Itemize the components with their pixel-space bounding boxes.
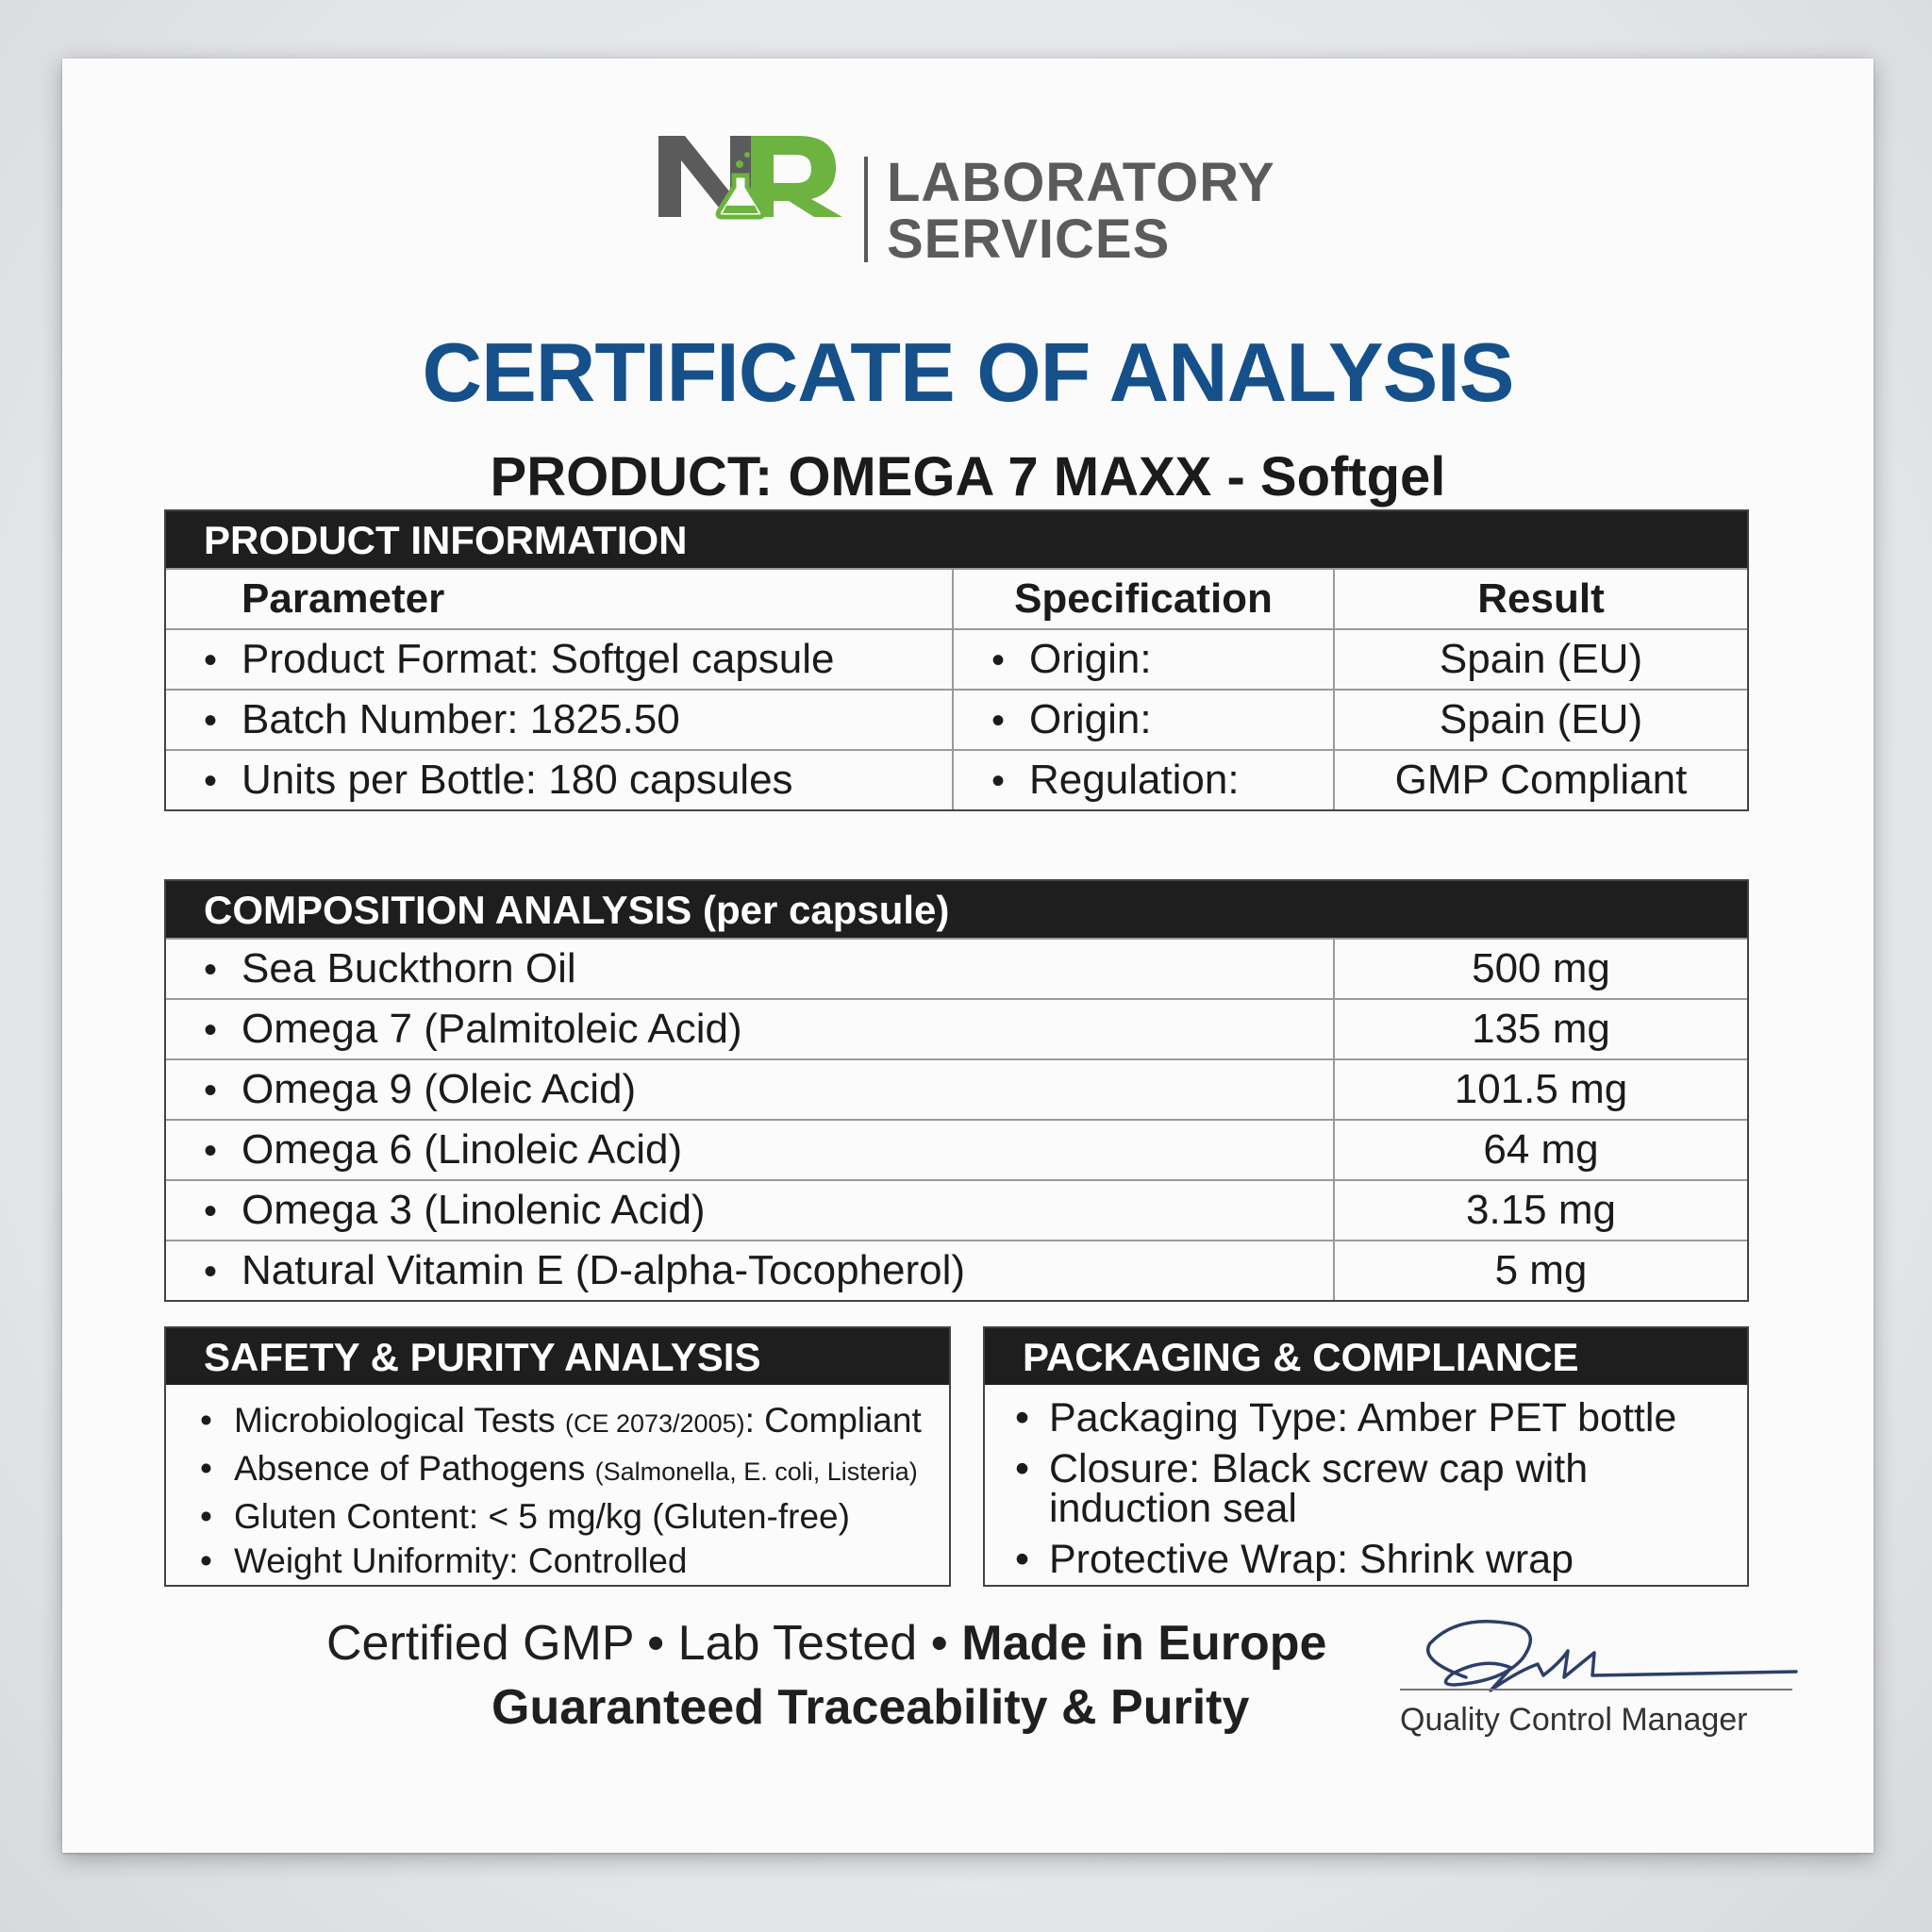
composition-table	[166, 938, 1747, 1300]
list-item: • Absence of Pathogens (Salmonella, E. coli, Listeria)	[200, 1446, 949, 1494]
footer-part1: Certified GMP • Lab Tested •	[326, 1616, 962, 1671]
ingredient-cell: • Sea Buckthorn Oil	[166, 939, 1334, 999]
list-item: • Gluten Content: < 5 mg/kg (Gluten-free)	[200, 1494, 949, 1539]
footer-certifications	[326, 1615, 1458, 1672]
amount-cell: 64 mg	[1334, 1120, 1747, 1180]
safety-purity-list	[166, 1385, 949, 1583]
column-header-specification: Specification	[953, 569, 1334, 629]
parameter-cell: • Batch Number: 1825.50	[166, 690, 953, 750]
list-item: • Weight Uniformity: Controlled	[200, 1539, 949, 1583]
amount-cell: 101.5 mg	[1334, 1059, 1747, 1120]
lab-name-line1: LABORATORY	[887, 152, 1275, 213]
product-name: PRODUCT: OMEGA 7 MAXX - Softgel	[490, 446, 1446, 508]
amount-cell: 500 mg	[1334, 939, 1747, 999]
packaging-compliance-heading: PACKAGING & COMPLIANCE	[985, 1328, 1747, 1385]
table-row	[166, 690, 1747, 750]
ingredient-cell: • Omega 7 (Palmitoleic Acid)	[166, 999, 1334, 1059]
result-cell: Spain (EU)	[1334, 629, 1747, 690]
specification-cell: • Origin:	[953, 629, 1334, 690]
specification-cell: • Origin:	[953, 690, 1334, 750]
specification-cell: • Regulation:	[953, 750, 1334, 809]
list-item: • Protective Wrap: Shrink wrap	[1015, 1540, 1747, 1579]
composition-section	[164, 879, 1749, 1302]
amount-cell: 5 mg	[1334, 1241, 1747, 1300]
footer-tagline: Guaranteed Traceability & Purity	[491, 1680, 1250, 1735]
ingredient-cell: • Omega 6 (Linoleic Acid)	[166, 1120, 1334, 1180]
list-item: • Packaging Type: Amber PET bottle	[1015, 1398, 1747, 1438]
table-row	[166, 1120, 1747, 1180]
composition-heading-suffix: (per capsule)	[702, 888, 950, 932]
product-information-section	[164, 509, 1749, 811]
amount-cell: 3.15 mg	[1334, 1180, 1747, 1241]
table-row	[166, 1059, 1747, 1120]
logo-divider	[864, 157, 868, 262]
amount-cell: 135 mg	[1334, 999, 1747, 1059]
lab-logo	[649, 106, 1309, 270]
signature-line	[1400, 1689, 1792, 1690]
footer-part2: Made in Europe	[961, 1616, 1327, 1671]
signature-label: Quality Control Manager	[1400, 1702, 1748, 1738]
table-row	[166, 999, 1747, 1059]
product-information-table	[166, 568, 1747, 809]
parameter-cell: • Units per Bottle: 180 capsules	[166, 750, 953, 809]
packaging-compliance-list	[985, 1385, 1747, 1582]
table-row	[166, 629, 1747, 690]
certificate-sheet	[62, 58, 1874, 1853]
composition-heading-title: COMPOSITION ANALYSIS	[204, 888, 692, 932]
table-row	[166, 1241, 1747, 1300]
column-header-result: Result	[1334, 569, 1747, 629]
lab-name-line2: SERVICES	[887, 208, 1171, 270]
result-cell: GMP Compliant	[1334, 750, 1747, 809]
ingredient-cell: • Omega 9 (Oleic Acid)	[166, 1059, 1334, 1120]
list-item: • Microbiological Tests (CE 2073/2005): Compliant	[200, 1398, 949, 1446]
safety-purity-section	[164, 1326, 951, 1587]
packaging-compliance-section	[983, 1326, 1749, 1587]
list-item: • Closure: Black screw cap with induction seal	[1015, 1449, 1747, 1528]
ingredient-cell: • Omega 3 (Linolenic Acid)	[166, 1180, 1334, 1241]
table-row	[166, 750, 1747, 809]
table-row	[166, 939, 1747, 999]
ingredient-cell: • Natural Vitamin E (D-alpha-Tocopherol)	[166, 1241, 1334, 1300]
document-title: CERTIFICATE OF ANALYSIS	[422, 325, 1514, 419]
table-row	[166, 1180, 1747, 1241]
safety-purity-heading: SAFETY & PURITY ANALYSIS	[166, 1328, 949, 1385]
lab-name	[887, 152, 1275, 270]
table-header-row	[166, 569, 1747, 629]
product-information-heading: PRODUCT INFORMATION	[166, 511, 1747, 568]
parameter-cell: • Product Format: Softgel capsule	[166, 629, 953, 690]
composition-heading	[166, 881, 1747, 938]
result-cell: Spain (EU)	[1334, 690, 1747, 750]
column-header-parameter: Parameter	[166, 569, 953, 629]
nr-flask-logo-icon	[649, 106, 857, 228]
